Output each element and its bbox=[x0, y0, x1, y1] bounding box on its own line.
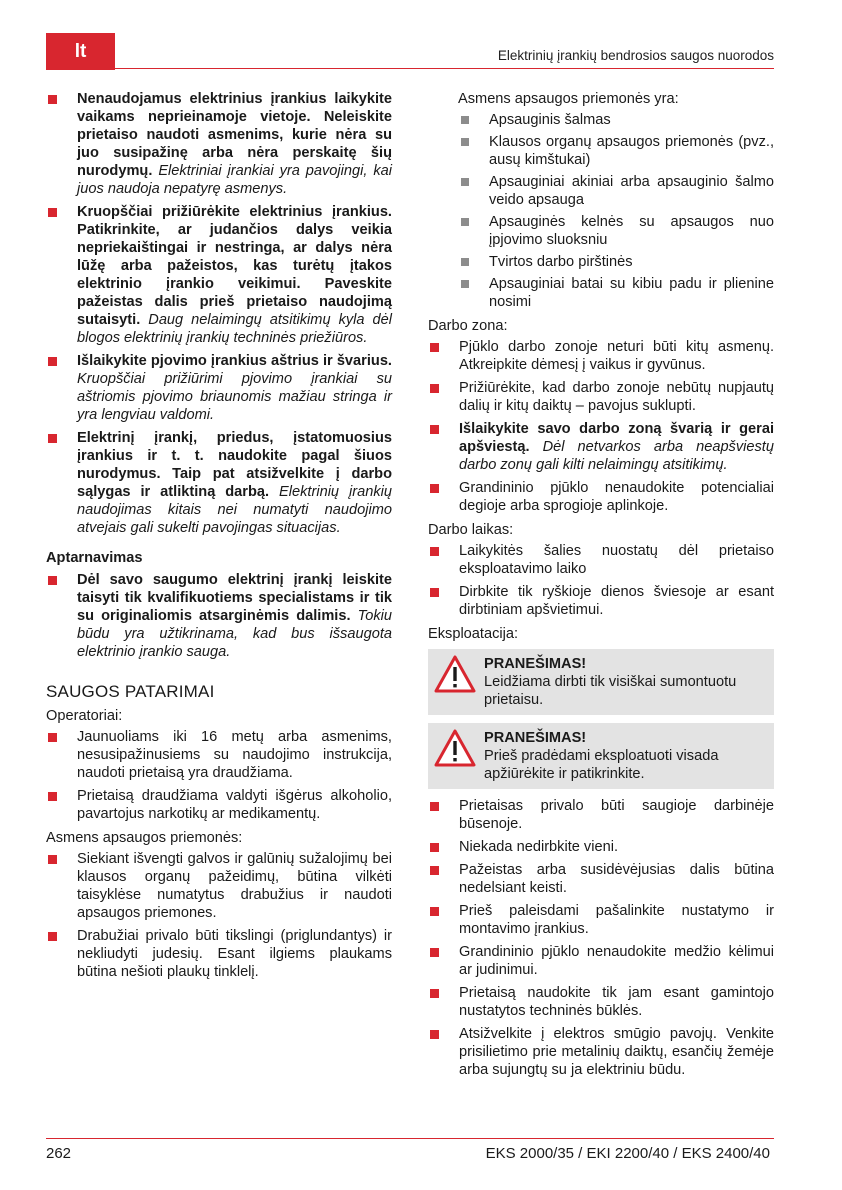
ppe-types-label: Asmens apsaugos priemonės yra: bbox=[458, 91, 679, 107]
warning-icon bbox=[434, 655, 484, 709]
list-item: Apsauginės kelnės su apsaugos nuo įpjovimo sluoksniu bbox=[458, 213, 774, 249]
list-item: Prietaisą naudokite tik jam esant gamintojo nustatytos techninės būklės. bbox=[428, 984, 774, 1020]
list-item: Atsižvelkite į elektros smūgio pavojų. Venkite prisilietimo prie metalinių daiktų, esančių žemėje arba sujungtų su ja elektriniu būdu. bbox=[428, 1025, 774, 1079]
right-column bbox=[428, 90, 774, 1084]
maintenance-list bbox=[46, 90, 392, 537]
list-item: Išlaikykite pjovimo įrankius aštrius ir švarius. Kruopščiai prižiūrimi pjovimo įrankiai su aštriomis pjovimo briaunomis mažiau stringa ir yra lengviau valdomi. bbox=[46, 352, 392, 424]
notice-text: Prieš pradėdami eksploatuoti visada apžiūrėkite ir patikrinkite. bbox=[484, 748, 719, 782]
model-numbers: EKS 2000/35 / EKI 2200/40 / EKS 2400/40 bbox=[485, 1145, 770, 1162]
work-time-label: Darbo laikas: bbox=[428, 522, 514, 538]
notice-text: Leidžiama dirbti tik visiškai sumontuotu prietaisu. bbox=[484, 674, 737, 708]
language-tab: lt bbox=[46, 33, 115, 70]
list-item: Apsauginis šalmas bbox=[458, 111, 774, 129]
page-number: 262 bbox=[46, 1145, 72, 1162]
list-item: Nenaudojamus elektrinius įrankius laikykite vaikams neprieinamoje vietoje. Neleiskite prietaiso naudoti asmenims, kurie nėra su juo susipažinę arba nėra perskaitę šių nurodymų. Elektriniai įrankiai yra pavojingi, kai juos naudoja nepatyrę asmenys. bbox=[46, 90, 392, 198]
list-item: Kruopščiai prižiūrėkite elektrinius įrankius. Patikrinkite, ar judančios dalys veikia nepriekaištingai ir nestringa, ar dalys nėra lūžę arba pažeistos, kas turėtų įtakos elektrinio įrankio veikimui. Paveskite pažeistas dalis prieš prietaiso naudojimą sutaisyti. Daug nelaimingų atsitikimų kyla dėl blogos elektrinių įrankių techninės priežiūros. bbox=[46, 203, 392, 347]
notice-box bbox=[428, 649, 774, 715]
service-heading: Aptarnavimas bbox=[46, 550, 143, 566]
work-zone-label: Darbo zona: bbox=[428, 318, 508, 334]
list-item: Dėl savo saugumo elektrinį įrankį leiskite taisyti tik kvalifikuotiems specialistams ir tik su originaliomis atsarginėmis dalimis. Tokiu būdu yra užtikrinama, kad bus išsaugota elektrinio įrankio sauga. bbox=[46, 571, 392, 661]
list-item: Išlaikykite savo darbo zoną švarią ir gerai apšviestą. Dėl netvarkos arba neapšviestų darbo zonų gali kilti nelaimingų atsitikimų. bbox=[428, 420, 774, 474]
operators-label: Operatoriai: bbox=[46, 708, 123, 724]
list-item: Prietaisą draudžiama valdyti išgėrus alkoholio, pavartojus narkotikų ar medikamentų. bbox=[46, 787, 392, 823]
header-divider bbox=[46, 68, 774, 69]
list-item: Klausos organų apsaugos priemonės (pvz., ausų kimštukai) bbox=[458, 133, 774, 169]
list-item: Dirbkite tik ryškioje dienos šviesoje ar esant dirbtiniam apšvietimui. bbox=[428, 583, 774, 619]
list-item: Elektrinį įrankį, priedus, įstatomuosius įrankius ir t. t. naudokite pagal šiuos nurodymus. Taip pat atsižvelkite į darbo sąlygas ir atliktiną darbą. Elektrinių įrankių naudojimas kitais nei numatyti naudojimo atvejais gali sukelti pavojingas situacijas. bbox=[46, 429, 392, 537]
operation-list bbox=[428, 797, 774, 1079]
notice-title: PRANEŠIMAS! bbox=[484, 730, 587, 746]
service-list bbox=[46, 571, 392, 661]
list-item: Apsauginiai batai su kibiu padu ir plienine nosimi bbox=[458, 275, 774, 311]
footer-divider bbox=[46, 1138, 774, 1139]
list-item: Niekada nedirbkite vieni. bbox=[428, 838, 774, 856]
list-item: Laikykitės šalies nuostatų dėl prietaiso eksploatavimo laiko bbox=[428, 542, 774, 578]
list-item: Apsauginiai akiniai arba apsauginio šalmo veido apsauga bbox=[458, 173, 774, 209]
section-heading: SAUGOS PATARIMAI bbox=[46, 682, 215, 701]
operation-label: Eksploatacija: bbox=[428, 626, 519, 642]
list-item: Pjūklo darbo zonoje neturi būti kitų asmenų. Atkreipkite dėmesį į vaikus ir gyvūnus. bbox=[428, 338, 774, 374]
ppe-types-list bbox=[458, 111, 774, 311]
notice-box bbox=[428, 723, 774, 789]
operators-list bbox=[46, 728, 392, 823]
ppe-list bbox=[46, 850, 392, 981]
left-column bbox=[46, 90, 392, 986]
list-item: Tvirtos darbo pirštinės bbox=[458, 253, 774, 271]
list-item: Drabužiai privalo būti tikslingi (priglundantys) ir nekliudyti judesių. Esant ilgiems plaukams būtina nešioti plaukų tinklelį. bbox=[46, 927, 392, 981]
ppe-label: Asmens apsaugos priemonės: bbox=[46, 830, 243, 846]
warning-icon bbox=[434, 729, 484, 783]
list-item: Prietaisas privalo būti saugioje darbinėje būsenoje. bbox=[428, 797, 774, 833]
list-item: Prieš paleisdami pašalinkite nustatymo ir montavimo įrankius. bbox=[428, 902, 774, 938]
page-header-title: Elektrinių įrankių bendrosios saugos nuorodos bbox=[497, 48, 774, 63]
work-zone-list bbox=[428, 338, 774, 515]
list-item: Jaunuoliams iki 16 metų arba asmenims, nesusipažinusiems su naudojimo instrukcija, naudoti prietaisą yra draudžiama. bbox=[46, 728, 392, 782]
notice-title: PRANEŠIMAS! bbox=[484, 656, 587, 672]
work-time-list bbox=[428, 542, 774, 619]
list-item: Grandininio pjūklo nenaudokite potencialiai degioje arba sprogioje aplinkoje. bbox=[428, 479, 774, 515]
list-item: Siekiant išvengti galvos ir galūnių sužalojimų bei klausos organų pažeidimų, būtina vilkėti taisyklėse numatytus drabužius ir naudoti apsaugos priemones. bbox=[46, 850, 392, 922]
list-item: Prižiūrėkite, kad darbo zonoje nebūtų nupjautų dalių ir kitų daiktų – pavojus suklupti. bbox=[428, 379, 774, 415]
list-item: Pažeistas arba susidėvėjusias dalis būtina nedelsiant keisti. bbox=[428, 861, 774, 897]
list-item: Grandininio pjūklo nenaudokite medžio kėlimui ar judinimui. bbox=[428, 943, 774, 979]
